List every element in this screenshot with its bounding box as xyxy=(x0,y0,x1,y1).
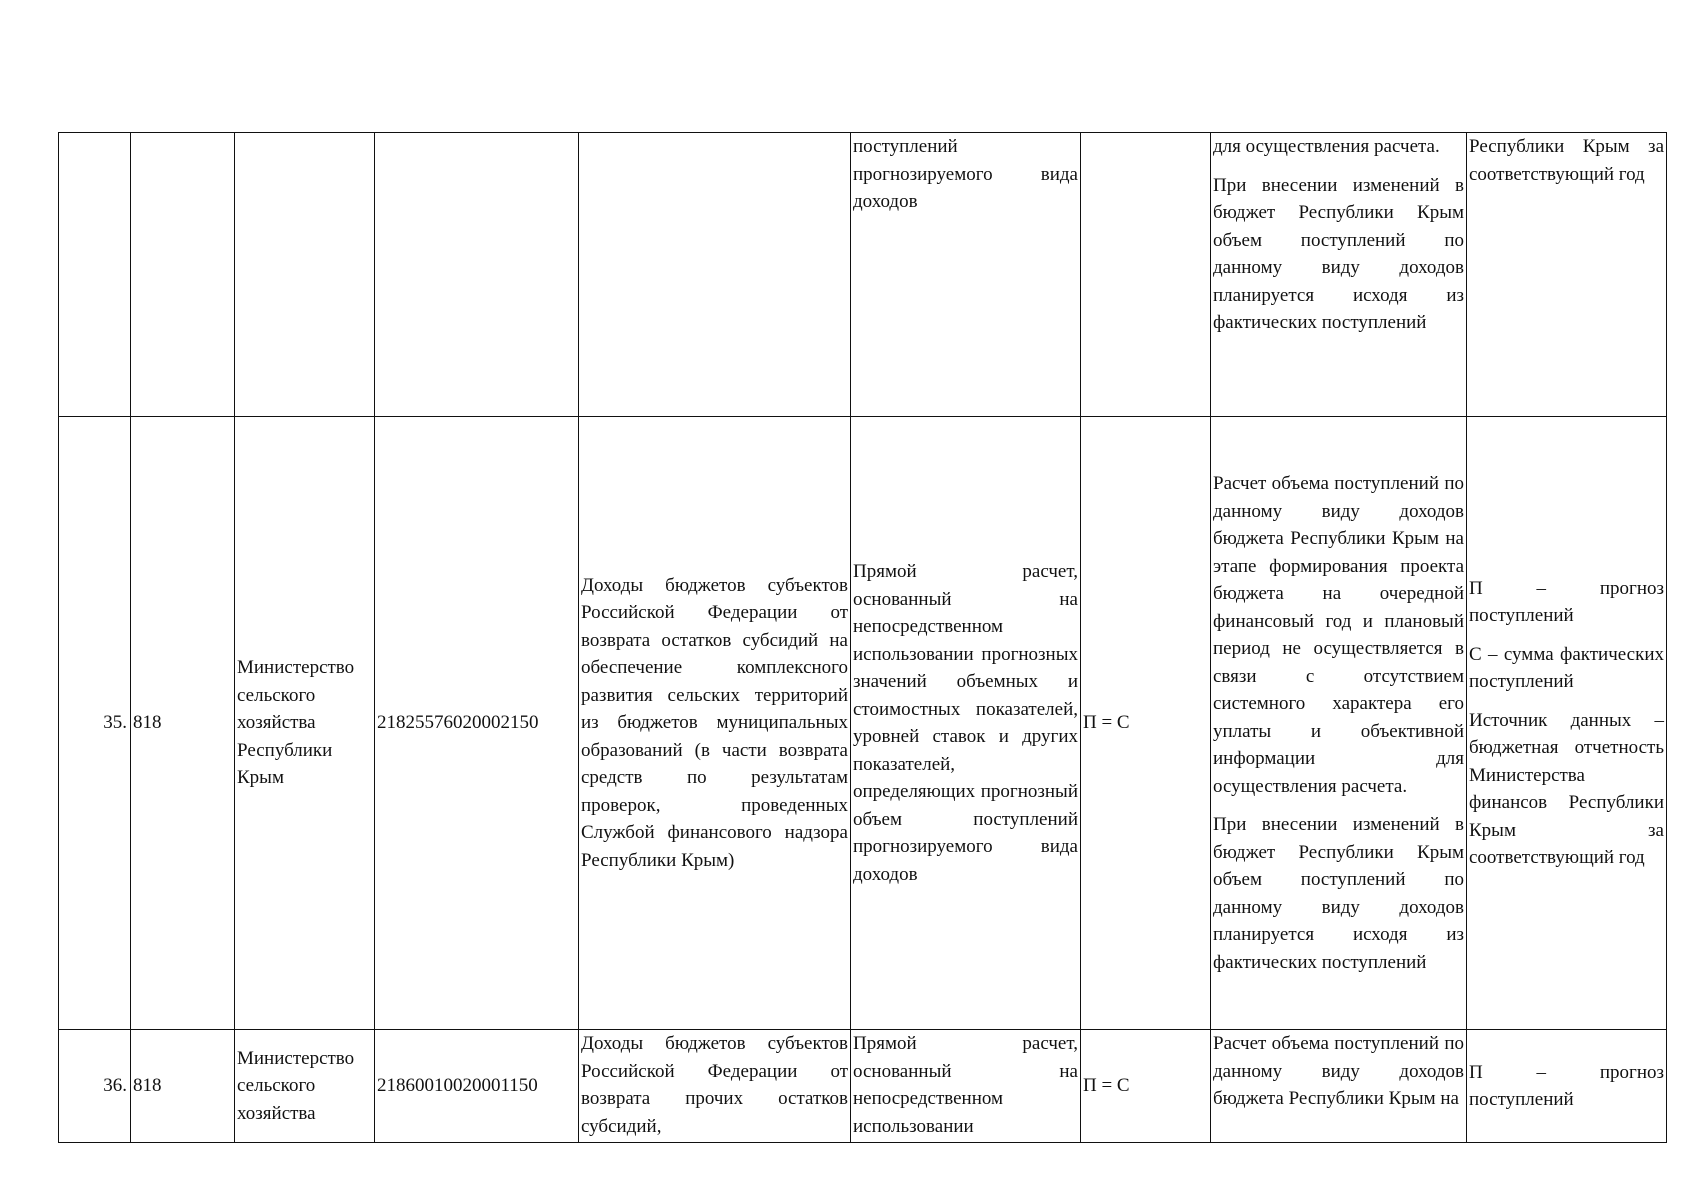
kbk-cell xyxy=(375,133,579,417)
algorithm-cell xyxy=(1211,417,1467,1030)
row-number-cell: 35. xyxy=(59,417,131,1030)
formula-cell xyxy=(1081,133,1211,417)
algorithm-paragraph: Расчет объема поступлений по данному виду доходов бюджета Республики Крым на xyxy=(1213,1033,1464,1109)
indicator-paragraph: П – прогноз поступлений xyxy=(1469,577,1664,626)
admin-code-cell: 818 xyxy=(131,1030,235,1143)
kbk-cell: 21825576020002150 xyxy=(375,417,579,1030)
kbk-cell: 21860010020001150 xyxy=(375,1030,579,1143)
administrator-cell xyxy=(235,133,375,417)
algorithm-paragraph: При внесении изменений в бюджет Республики Крым объем поступлений по данному виду доходов планируется исходя из фактических поступлений xyxy=(1213,174,1464,333)
formula-cell: П = С xyxy=(1081,417,1211,1030)
algorithm-cell xyxy=(1211,133,1467,417)
income-name-cell: Доходы бюджетов субъектов Российской Федерации от возврата прочих остатков субсидий, xyxy=(579,1030,851,1143)
indicator-paragraph: Республики Крым за соответствующий год xyxy=(1469,136,1664,185)
indicators-cell xyxy=(1467,1030,1667,1143)
income-name-cell: Доходы бюджетов субъектов Российской Федерации от возврата остатков субсидий на обеспечение комплексного развития сельских территорий из бюджетов муниципальных образований (в части возврата средств по результатам проверок, проведенных Службой финансового надзора Республики Крым) xyxy=(579,417,851,1030)
row-number-cell: 36. xyxy=(59,1030,131,1143)
administrator-cell: Министерство сельского хозяйства xyxy=(235,1030,375,1143)
table-row xyxy=(59,133,1667,417)
table-row xyxy=(59,1030,1667,1143)
income-name-cell xyxy=(579,133,851,417)
method-cell: Прямой расчет, основанный на непосредственном использовании прогнозных значений объемных и стоимостных показателей, уровней ставок и других показателей, определяющих прогнозный объем поступлений прогнозируемого вида доходов xyxy=(851,417,1081,1030)
formula-cell: П = С xyxy=(1081,1030,1211,1143)
algorithm-paragraph: для осуществления расчета. xyxy=(1213,136,1440,157)
indicators-cell xyxy=(1467,417,1667,1030)
indicator-paragraph: С – сумма фактических поступлений xyxy=(1469,643,1664,692)
document-table xyxy=(58,132,1667,1143)
indicator-paragraph: Источник данных – бюджетная отчетность Министерства финансов Республики Крым за соответствующий год xyxy=(1469,709,1664,868)
method-cell: Прямой расчет, основанный на непосредственном использовании xyxy=(851,1030,1081,1143)
indicators-cell xyxy=(1467,133,1667,417)
admin-code-cell xyxy=(131,133,235,417)
row-number-cell xyxy=(59,133,131,417)
algorithm-paragraph: При внесении изменений в бюджет Республики Крым объем поступлений по данному виду доходов планируется исходя из фактических поступлений xyxy=(1213,814,1464,973)
table-row xyxy=(59,417,1667,1030)
algorithm-cell xyxy=(1211,1030,1467,1143)
method-cell: поступлений прогнозируемого вида доходов xyxy=(851,133,1081,417)
administrator-cell: Министерство сельского хозяйства Республики Крым xyxy=(235,417,375,1030)
admin-code-cell: 818 xyxy=(131,417,235,1030)
algorithm-paragraph: Расчет объема поступлений по данному виду доходов бюджета Республики Крым на этапе формирования проекта бюджета на очередной финансовый год и плановый период не осуществляется в связи с отсутствием системного характера его уплаты и объективной информации для осуществления расчета. xyxy=(1213,473,1464,797)
indicator-paragraph: П – прогноз поступлений xyxy=(1469,1061,1664,1110)
